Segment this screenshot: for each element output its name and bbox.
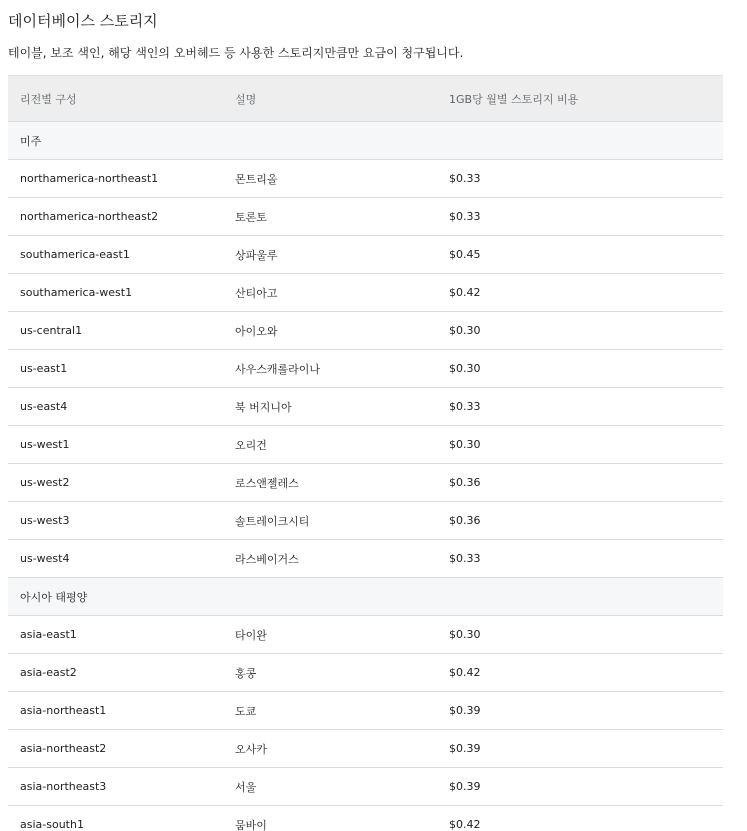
- region-cell: asia-east1: [20, 628, 77, 641]
- description-cell: 상파울루: [235, 248, 278, 262]
- table-row: [8, 616, 723, 654]
- group-name: 아시아 태평양: [20, 590, 88, 604]
- description-cell: 오리건: [235, 438, 267, 452]
- price-cell: $0.42: [449, 818, 481, 831]
- region-cell: southamerica-east1: [20, 248, 130, 261]
- region-cell: asia-northeast2: [20, 742, 107, 755]
- table-row: [8, 312, 723, 350]
- description-cell: 산티아고: [235, 286, 278, 300]
- table-row: [8, 692, 723, 730]
- description-cell: 아이오와: [235, 324, 278, 338]
- region-cell: us-west3: [20, 514, 70, 527]
- price-cell: $0.30: [449, 362, 481, 375]
- region-cell: northamerica-northeast2: [20, 210, 159, 223]
- price-cell: $0.30: [449, 324, 481, 337]
- header-description: 설명: [235, 92, 257, 106]
- page-title: 데이터베이스 스토리지: [8, 12, 158, 30]
- storage-pricing-table: [8, 75, 723, 831]
- table-group-row: [8, 122, 723, 160]
- price-cell: $0.30: [449, 628, 481, 641]
- region-cell: us-west4: [20, 552, 70, 565]
- price-cell: $0.33: [449, 210, 481, 223]
- region-cell: southamerica-west1: [20, 286, 133, 299]
- price-cell: $0.42: [449, 286, 481, 299]
- region-cell: asia-northeast3: [20, 780, 107, 793]
- description-cell: 몬트리올: [235, 172, 278, 186]
- price-cell: $0.33: [449, 172, 481, 185]
- region-cell: us-east4: [20, 400, 68, 413]
- description-cell: 타이완: [235, 628, 267, 642]
- table-row: [8, 806, 723, 831]
- price-cell: $0.33: [449, 552, 481, 565]
- table-row: [8, 426, 723, 464]
- table-row: [8, 654, 723, 692]
- price-cell: $0.39: [449, 780, 481, 793]
- region-cell: asia-northeast1: [20, 704, 107, 717]
- table-row: [8, 502, 723, 540]
- description-cell: 뭄바이: [235, 818, 267, 831]
- table-row: [8, 236, 723, 274]
- description-cell: 로스앤젤레스: [235, 476, 299, 490]
- price-cell: $0.39: [449, 742, 481, 755]
- region-cell: us-east1: [20, 362, 68, 375]
- region-cell: us-west1: [20, 438, 70, 451]
- table-row: [8, 388, 723, 426]
- price-cell: $0.30: [449, 438, 481, 451]
- description-cell: 사우스캐롤라이나: [235, 362, 321, 376]
- description-cell: 북 버지니아: [235, 400, 292, 414]
- description-cell: 오사카: [235, 742, 267, 756]
- table-header-row: [8, 76, 723, 122]
- description-cell: 서울: [235, 780, 257, 794]
- description-cell: 도쿄: [235, 704, 257, 718]
- price-cell: $0.36: [449, 476, 481, 489]
- description-cell: 라스베이거스: [235, 552, 299, 566]
- table-row: [8, 350, 723, 388]
- price-cell: $0.42: [449, 666, 481, 679]
- page-description: 테이블, 보조 색인, 해당 색인의 오버헤드 등 사용한 스토리지만큼만 요금이 청구됩니다.: [8, 46, 464, 60]
- description-cell: 토론토: [235, 210, 267, 224]
- price-cell: $0.33: [449, 400, 481, 413]
- price-cell: $0.36: [449, 514, 481, 527]
- table-row: [8, 160, 723, 198]
- price-cell: $0.39: [449, 704, 481, 717]
- table-row: [8, 540, 723, 578]
- header-region-configuration: 리전별 구성: [20, 92, 77, 106]
- table-row: [8, 768, 723, 806]
- table-row: [8, 274, 723, 312]
- table-group-row: [8, 578, 723, 616]
- price-cell: $0.45: [449, 248, 481, 261]
- region-cell: northamerica-northeast1: [20, 172, 159, 185]
- table-row: [8, 730, 723, 768]
- region-cell: us-west2: [20, 476, 70, 489]
- description-cell: 홍콩: [235, 666, 257, 680]
- region-cell: asia-east2: [20, 666, 77, 679]
- table-row: [8, 464, 723, 502]
- description-cell: 솔트레이크시티: [235, 514, 310, 528]
- region-cell: us-central1: [20, 324, 83, 337]
- region-cell: asia-south1: [20, 818, 84, 831]
- group-name: 미주: [20, 134, 42, 148]
- header-monthly-storage-cost: 1GB당 월별 스토리지 비용: [449, 92, 579, 106]
- table-row: [8, 198, 723, 236]
